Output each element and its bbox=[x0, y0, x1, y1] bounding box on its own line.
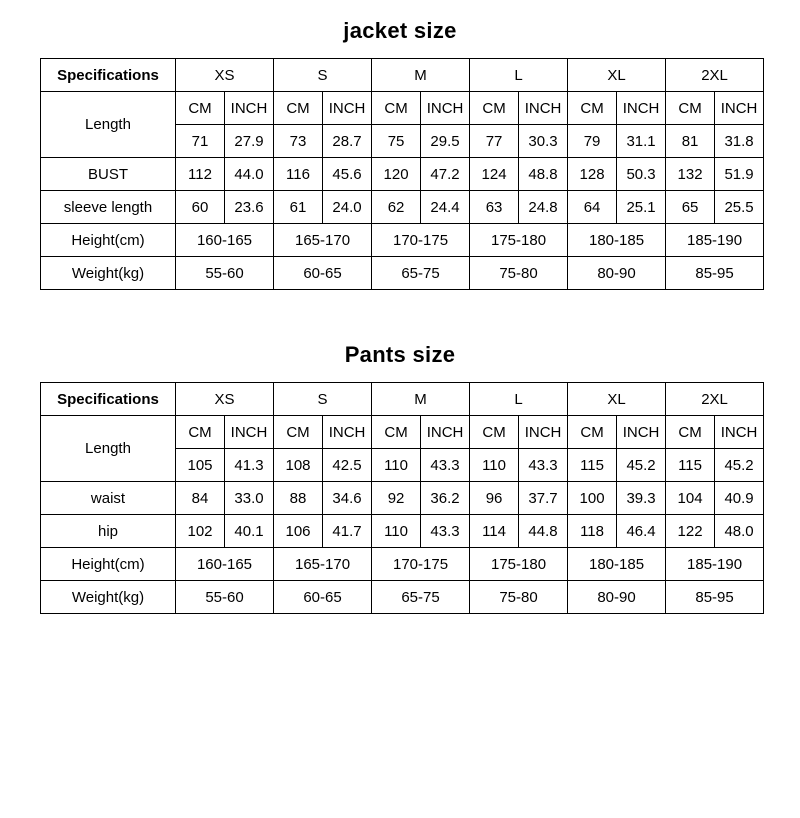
cell-height-2xl: 185-190 bbox=[666, 548, 764, 581]
cell-length-s-inch: 42.5 bbox=[323, 449, 372, 482]
cell-height-xl: 180-185 bbox=[568, 548, 666, 581]
cell-weight-xs: 55-60 bbox=[176, 581, 274, 614]
cell-sleeve-xs-inch: 23.6 bbox=[225, 191, 274, 224]
cell-waist-l-inch: 37.7 bbox=[519, 482, 568, 515]
row-label-waist: waist bbox=[41, 482, 176, 515]
cell-length-m-cm: 110 bbox=[372, 449, 421, 482]
unit-cm-2xl: CM bbox=[666, 92, 715, 125]
cell-waist-xl-inch: 39.3 bbox=[617, 482, 666, 515]
cell-length-m-inch: 43.3 bbox=[421, 449, 470, 482]
cell-bust-l-cm: 124 bbox=[470, 158, 519, 191]
cell-hip-xl-inch: 46.4 bbox=[617, 515, 666, 548]
cell-waist-xs-inch: 33.0 bbox=[225, 482, 274, 515]
cell-length-l-cm: 110 bbox=[470, 449, 519, 482]
size-chart-page bbox=[0, 18, 800, 818]
unit-inch-xs: INCH bbox=[225, 92, 274, 125]
unit-inch-m: INCH bbox=[421, 416, 470, 449]
unit-inch-l: INCH bbox=[519, 416, 568, 449]
spec-header-cell: Specifications bbox=[41, 59, 176, 92]
unit-inch-xs: INCH bbox=[225, 416, 274, 449]
row-label-weight: Weight(kg) bbox=[41, 581, 176, 614]
cell-hip-m-cm: 110 bbox=[372, 515, 421, 548]
unit-cm-xl: CM bbox=[568, 92, 617, 125]
unit-cm-m: CM bbox=[372, 416, 421, 449]
spec-header-cell: Specifications bbox=[41, 383, 176, 416]
cell-waist-s-cm: 88 bbox=[274, 482, 323, 515]
size-header-2xl: 2XL bbox=[666, 383, 764, 416]
cell-sleeve-2xl-inch: 25.5 bbox=[715, 191, 764, 224]
cell-height-xs: 160-165 bbox=[176, 224, 274, 257]
cell-bust-xs-inch: 44.0 bbox=[225, 158, 274, 191]
cell-bust-m-inch: 47.2 bbox=[421, 158, 470, 191]
unit-cm-xs: CM bbox=[176, 92, 225, 125]
cell-length-l-cm: 77 bbox=[470, 125, 519, 158]
cell-sleeve-xl-cm: 64 bbox=[568, 191, 617, 224]
cell-bust-s-inch: 45.6 bbox=[323, 158, 372, 191]
cell-sleeve-m-inch: 24.4 bbox=[421, 191, 470, 224]
cell-height-2xl: 185-190 bbox=[666, 224, 764, 257]
unit-inch-xl: INCH bbox=[617, 92, 666, 125]
cell-height-xs: 160-165 bbox=[176, 548, 274, 581]
row-label-bust: BUST bbox=[41, 158, 176, 191]
unit-cm-s: CM bbox=[274, 92, 323, 125]
cell-length-l-inch: 30.3 bbox=[519, 125, 568, 158]
cell-bust-s-cm: 116 bbox=[274, 158, 323, 191]
cell-waist-l-cm: 96 bbox=[470, 482, 519, 515]
cell-weight-s: 60-65 bbox=[274, 581, 372, 614]
size-header-l: L bbox=[470, 59, 568, 92]
cell-hip-l-cm: 114 bbox=[470, 515, 519, 548]
cell-waist-s-inch: 34.6 bbox=[323, 482, 372, 515]
size-header-xs: XS bbox=[176, 383, 274, 416]
unit-cm-s: CM bbox=[274, 416, 323, 449]
cell-length-s-inch: 28.7 bbox=[323, 125, 372, 158]
cell-bust-xs-cm: 112 bbox=[176, 158, 225, 191]
jacket-size-table-container bbox=[40, 58, 760, 290]
cell-bust-xl-inch: 50.3 bbox=[617, 158, 666, 191]
cell-sleeve-l-cm: 63 bbox=[470, 191, 519, 224]
jacket-table-title: jacket size bbox=[343, 18, 457, 43]
cell-length-l-inch: 43.3 bbox=[519, 449, 568, 482]
cell-height-s: 165-170 bbox=[274, 224, 372, 257]
cell-length-xl-cm: 115 bbox=[568, 449, 617, 482]
unit-row bbox=[41, 92, 764, 125]
table-row bbox=[41, 515, 764, 548]
row-label-length: Length bbox=[41, 92, 176, 158]
cell-height-l: 175-180 bbox=[470, 224, 568, 257]
table-row bbox=[41, 548, 764, 581]
cell-length-xl-inch: 45.2 bbox=[617, 449, 666, 482]
cell-weight-m: 65-75 bbox=[372, 581, 470, 614]
cell-bust-xl-cm: 128 bbox=[568, 158, 617, 191]
cell-length-xs-cm: 105 bbox=[176, 449, 225, 482]
unit-cm-m: CM bbox=[372, 92, 421, 125]
cell-weight-l: 75-80 bbox=[470, 581, 568, 614]
table-header-row bbox=[41, 59, 764, 92]
row-label-length: Length bbox=[41, 416, 176, 482]
unit-cm-2xl: CM bbox=[666, 416, 715, 449]
cell-sleeve-2xl-cm: 65 bbox=[666, 191, 715, 224]
section-spacer bbox=[0, 290, 800, 342]
table-header-row bbox=[41, 383, 764, 416]
cell-weight-2xl: 85-95 bbox=[666, 257, 764, 290]
cell-hip-l-inch: 44.8 bbox=[519, 515, 568, 548]
cell-length-m-inch: 29.5 bbox=[421, 125, 470, 158]
cell-height-m: 170-175 bbox=[372, 548, 470, 581]
size-header-s: S bbox=[274, 383, 372, 416]
cell-hip-2xl-inch: 48.0 bbox=[715, 515, 764, 548]
cell-bust-2xl-cm: 132 bbox=[666, 158, 715, 191]
cell-length-2xl-cm: 115 bbox=[666, 449, 715, 482]
size-header-xl: XL bbox=[568, 383, 666, 416]
unit-inch-l: INCH bbox=[519, 92, 568, 125]
cell-weight-l: 75-80 bbox=[470, 257, 568, 290]
cell-sleeve-s-cm: 61 bbox=[274, 191, 323, 224]
row-label-weight: Weight(kg) bbox=[41, 257, 176, 290]
row-label-hip: hip bbox=[41, 515, 176, 548]
cell-length-2xl-inch: 45.2 bbox=[715, 449, 764, 482]
unit-cm-xl: CM bbox=[568, 416, 617, 449]
cell-sleeve-xs-cm: 60 bbox=[176, 191, 225, 224]
jacket-size-table bbox=[40, 58, 764, 290]
cell-hip-s-cm: 106 bbox=[274, 515, 323, 548]
cell-waist-xl-cm: 100 bbox=[568, 482, 617, 515]
unit-cm-xs: CM bbox=[176, 416, 225, 449]
cell-waist-2xl-inch: 40.9 bbox=[715, 482, 764, 515]
cell-height-m: 170-175 bbox=[372, 224, 470, 257]
table-row bbox=[41, 581, 764, 614]
cell-height-xl: 180-185 bbox=[568, 224, 666, 257]
cell-waist-m-cm: 92 bbox=[372, 482, 421, 515]
cell-weight-xs: 55-60 bbox=[176, 257, 274, 290]
size-header-xl: XL bbox=[568, 59, 666, 92]
row-label-height: Height(cm) bbox=[41, 224, 176, 257]
table-row bbox=[41, 191, 764, 224]
cell-hip-xs-inch: 40.1 bbox=[225, 515, 274, 548]
table-row bbox=[41, 224, 764, 257]
cell-length-2xl-inch: 31.8 bbox=[715, 125, 764, 158]
cell-hip-xl-cm: 118 bbox=[568, 515, 617, 548]
cell-sleeve-xl-inch: 25.1 bbox=[617, 191, 666, 224]
cell-weight-xl: 80-90 bbox=[568, 257, 666, 290]
cell-weight-2xl: 85-95 bbox=[666, 581, 764, 614]
pants-size-table-container bbox=[40, 382, 760, 614]
cell-length-m-cm: 75 bbox=[372, 125, 421, 158]
cell-length-s-cm: 73 bbox=[274, 125, 323, 158]
table-row bbox=[41, 482, 764, 515]
unit-inch-m: INCH bbox=[421, 92, 470, 125]
cell-sleeve-m-cm: 62 bbox=[372, 191, 421, 224]
unit-inch-2xl: INCH bbox=[715, 416, 764, 449]
cell-hip-m-inch: 43.3 bbox=[421, 515, 470, 548]
size-header-m: M bbox=[372, 383, 470, 416]
table-row bbox=[41, 257, 764, 290]
cell-hip-s-inch: 41.7 bbox=[323, 515, 372, 548]
table-row bbox=[41, 158, 764, 191]
cell-weight-s: 60-65 bbox=[274, 257, 372, 290]
unit-inch-s: INCH bbox=[323, 92, 372, 125]
cell-length-xs-inch: 27.9 bbox=[225, 125, 274, 158]
cell-length-xl-cm: 79 bbox=[568, 125, 617, 158]
size-header-l: L bbox=[470, 383, 568, 416]
cell-height-l: 175-180 bbox=[470, 548, 568, 581]
cell-length-2xl-cm: 81 bbox=[666, 125, 715, 158]
row-label-sleeve-length: sleeve length bbox=[41, 191, 176, 224]
unit-inch-2xl: INCH bbox=[715, 92, 764, 125]
cell-sleeve-l-inch: 24.8 bbox=[519, 191, 568, 224]
size-header-xs: XS bbox=[176, 59, 274, 92]
cell-weight-m: 65-75 bbox=[372, 257, 470, 290]
unit-inch-xl: INCH bbox=[617, 416, 666, 449]
cell-hip-2xl-cm: 122 bbox=[666, 515, 715, 548]
cell-weight-xl: 80-90 bbox=[568, 581, 666, 614]
cell-waist-xs-cm: 84 bbox=[176, 482, 225, 515]
unit-row bbox=[41, 416, 764, 449]
size-header-2xl: 2XL bbox=[666, 59, 764, 92]
unit-inch-s: INCH bbox=[323, 416, 372, 449]
cell-hip-xs-cm: 102 bbox=[176, 515, 225, 548]
cell-length-s-cm: 108 bbox=[274, 449, 323, 482]
cell-bust-m-cm: 120 bbox=[372, 158, 421, 191]
unit-cm-l: CM bbox=[470, 92, 519, 125]
cell-waist-m-inch: 36.2 bbox=[421, 482, 470, 515]
cell-sleeve-s-inch: 24.0 bbox=[323, 191, 372, 224]
cell-bust-l-inch: 48.8 bbox=[519, 158, 568, 191]
cell-length-xl-inch: 31.1 bbox=[617, 125, 666, 158]
pants-table-title: Pants size bbox=[344, 342, 456, 367]
cell-length-xs-inch: 41.3 bbox=[225, 449, 274, 482]
unit-cm-l: CM bbox=[470, 416, 519, 449]
size-header-s: S bbox=[274, 59, 372, 92]
cell-height-s: 165-170 bbox=[274, 548, 372, 581]
pants-size-table bbox=[40, 382, 764, 614]
cell-length-xs-cm: 71 bbox=[176, 125, 225, 158]
cell-waist-2xl-cm: 104 bbox=[666, 482, 715, 515]
cell-bust-2xl-inch: 51.9 bbox=[715, 158, 764, 191]
row-label-height: Height(cm) bbox=[41, 548, 176, 581]
size-header-m: M bbox=[372, 59, 470, 92]
